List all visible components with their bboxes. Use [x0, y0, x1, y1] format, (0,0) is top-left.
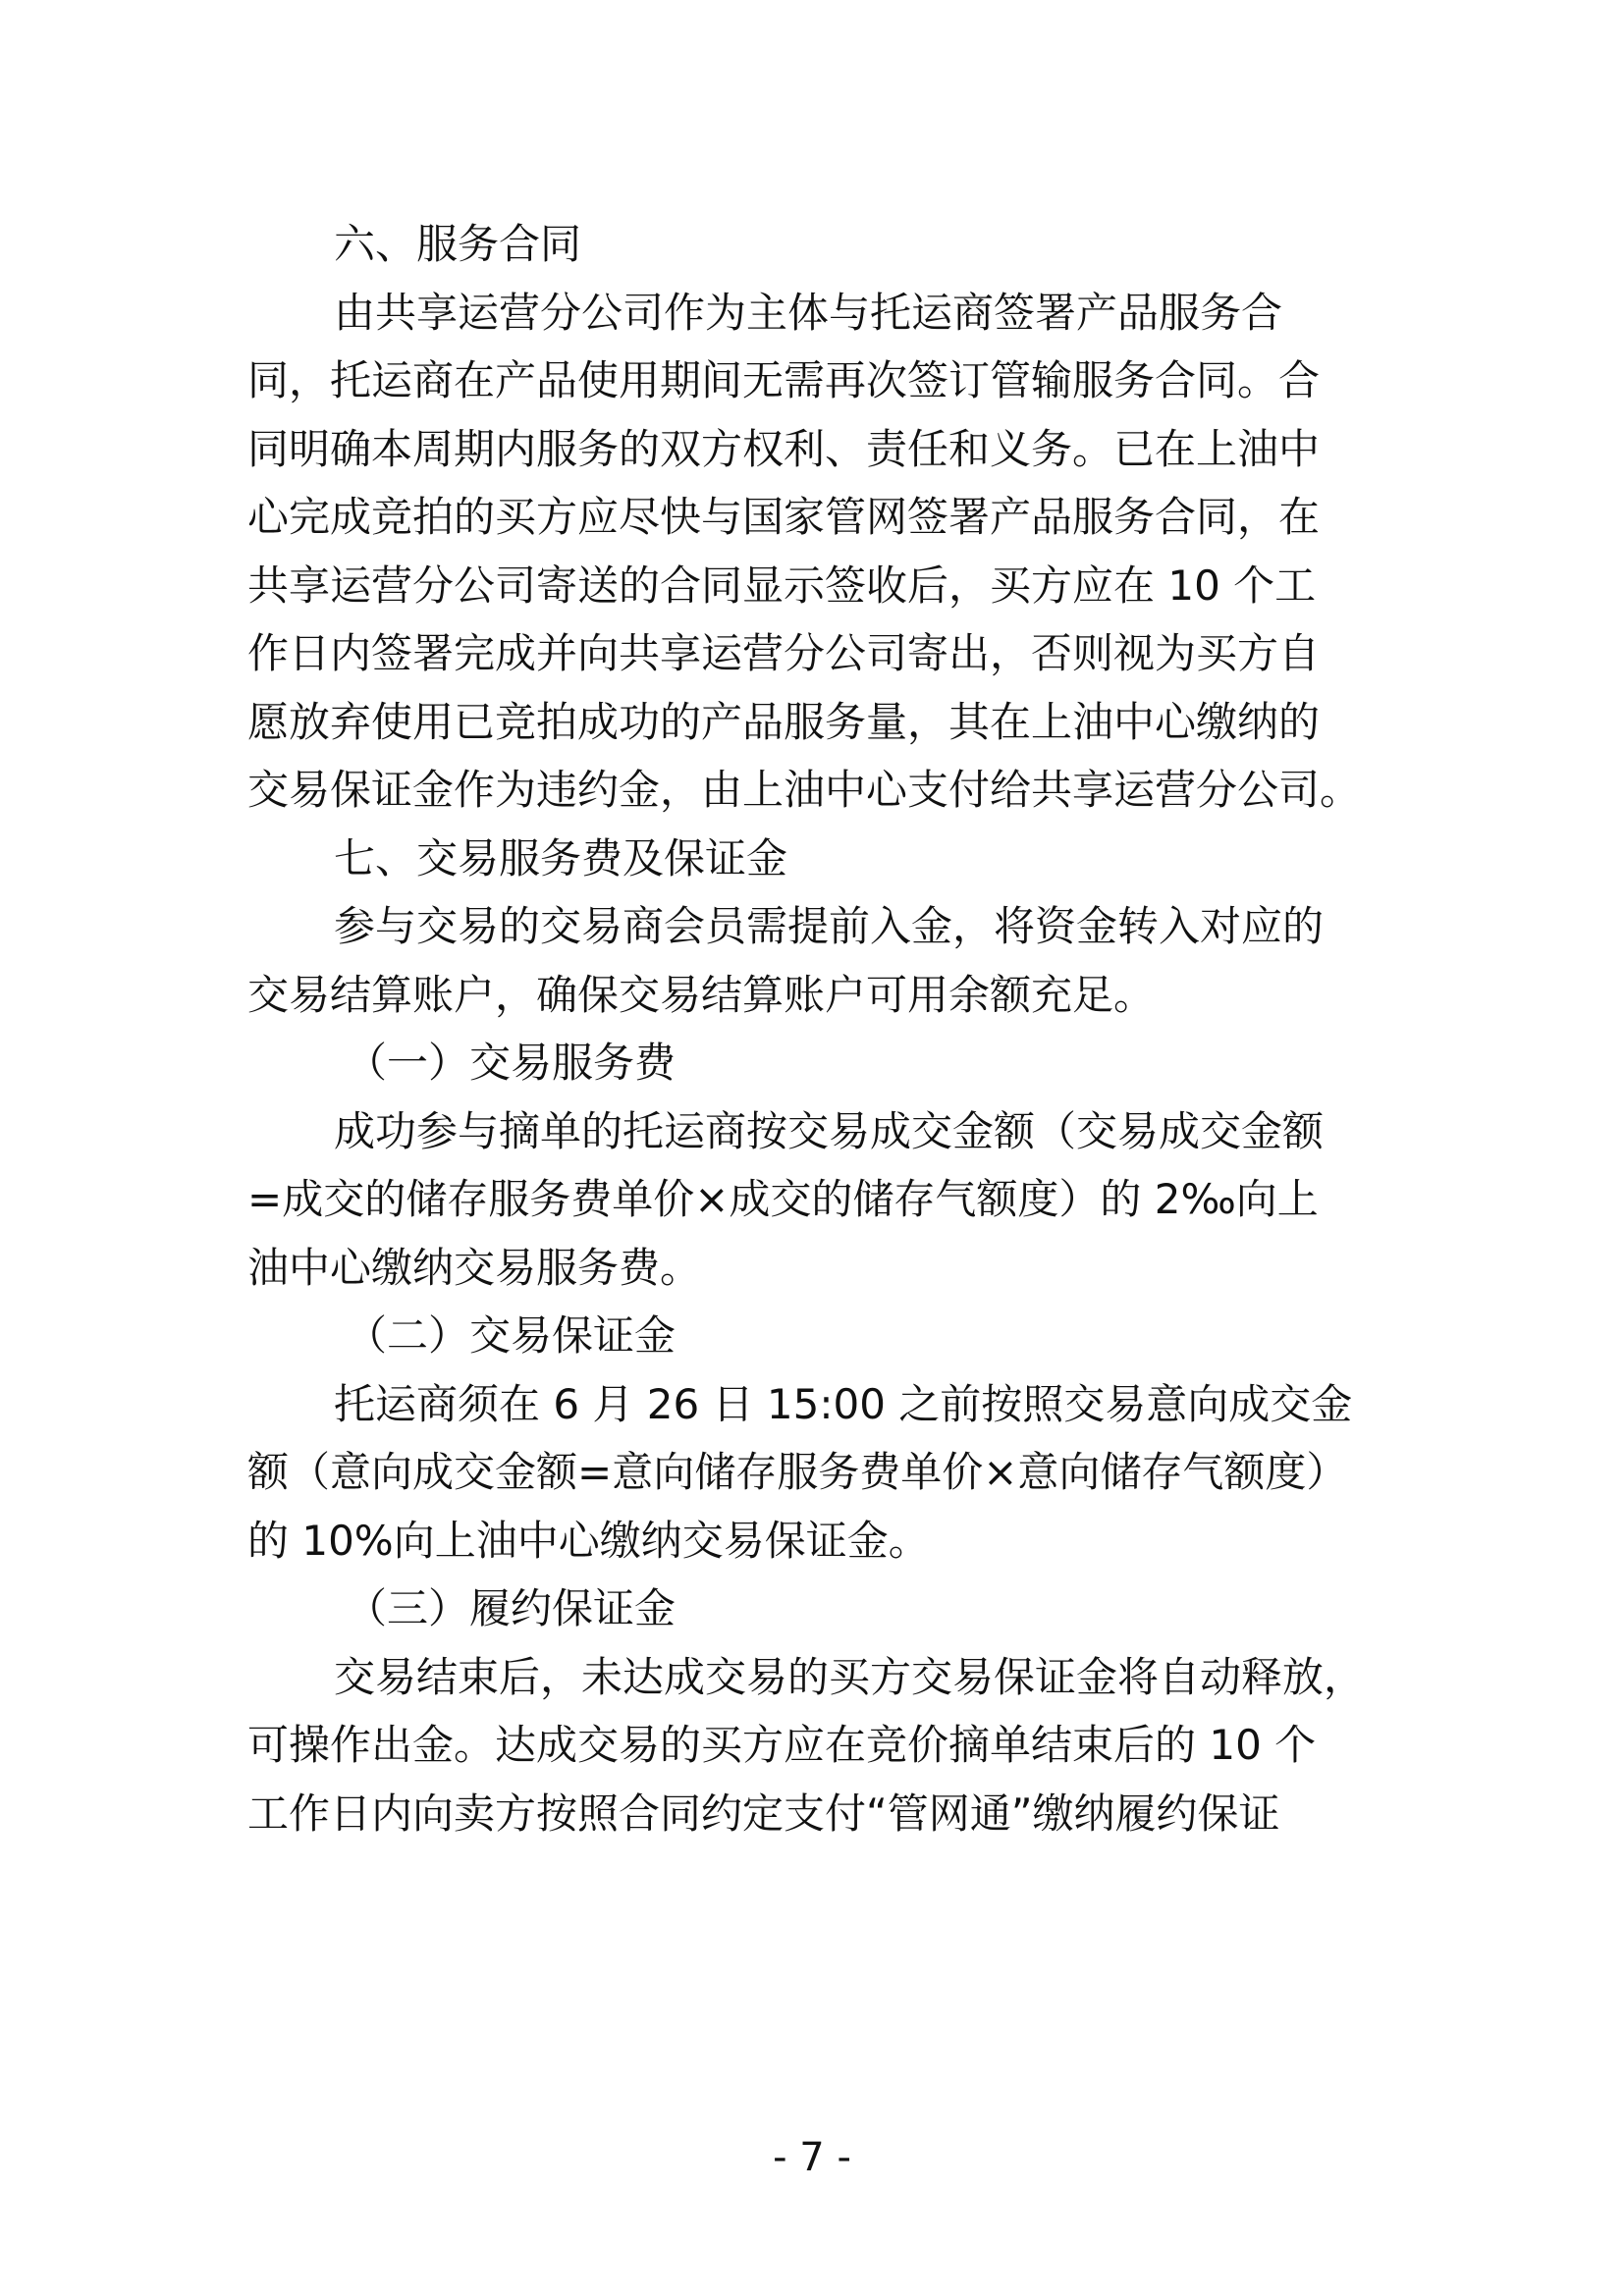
paragraph-line: 同，托运商在产品使用期间无需再次签订管输服务合同。合: [247, 356, 1321, 404]
paragraph-line: 参与交易的交易商会员需提前入金，将资金转入对应的: [334, 902, 1325, 950]
subsection-heading-service-fee: （一）交易服务费: [346, 1039, 677, 1087]
paragraph-line: 交易结算账户，确保交易结算账户可用余额充足。: [247, 970, 1156, 1019]
paragraph-line: 工作日内向卖方按照合同约定支付“管网通”缴纳履约保证: [247, 1789, 1280, 1838]
paragraph-line: 额（意向成交金额=意向储存服务费单价×意向储存气额度）: [247, 1448, 1348, 1496]
paragraph-line: 共享运营分公司寄送的合同显示签收后，买方应在 10 个工: [247, 561, 1317, 610]
paragraph-line: 成功参与摘单的托运商按交易成交金额（交易成交金额: [334, 1106, 1325, 1155]
paragraph-line: 油中心缴纳交易服务费。: [247, 1243, 702, 1292]
paragraph-line: 交易结束后，未达成交易的买方交易保证金将自动释放，: [334, 1652, 1366, 1701]
paragraph-line: 同明确本周期内服务的双方权利、责任和义务。已在上油中: [247, 424, 1321, 473]
paragraph-line: 交易保证金作为违约金，由上油中心支付给共享运营分公司。: [247, 766, 1362, 814]
subsection-heading-performance-deposit: （三）履约保证金: [346, 1584, 677, 1632]
paragraph-line: =成交的储存服务费单价×成交的储存气额度）的 2‰向上: [247, 1175, 1319, 1223]
paragraph-line: 心完成竞拍的买方应尽快与国家管网签署产品服务合同，在: [247, 493, 1321, 541]
paragraph-line: 可操作出金。达成交易的买方应在竞价摘单结束后的 10 个: [247, 1721, 1317, 1769]
paragraph-line: 由共享运营分公司作为主体与托运商签署产品服务合: [334, 288, 1283, 337]
subsection-heading-trading-deposit: （二）交易保证金: [346, 1311, 677, 1360]
document-body: [247, 210, 1377, 1847]
paragraph-line: 愿放弃使用已竞拍成功的产品服务量，其在上油中心缴纳的: [247, 697, 1321, 746]
section-heading-service-contract: 六、服务合同: [334, 220, 582, 268]
paragraph-line: 托运商须在 6 月 26 日 15:00 之前按照交易意向成交金: [334, 1379, 1353, 1428]
page-number: - 7 -: [773, 2135, 851, 2180]
paragraph-line: 的 10%向上油中心缴纳交易保证金。: [247, 1516, 930, 1565]
paragraph-line: 作日内签署完成并向共享运营分公司寄出，否则视为买方自: [247, 629, 1321, 677]
section-heading-fees-deposit: 七、交易服务费及保证金: [334, 833, 788, 882]
